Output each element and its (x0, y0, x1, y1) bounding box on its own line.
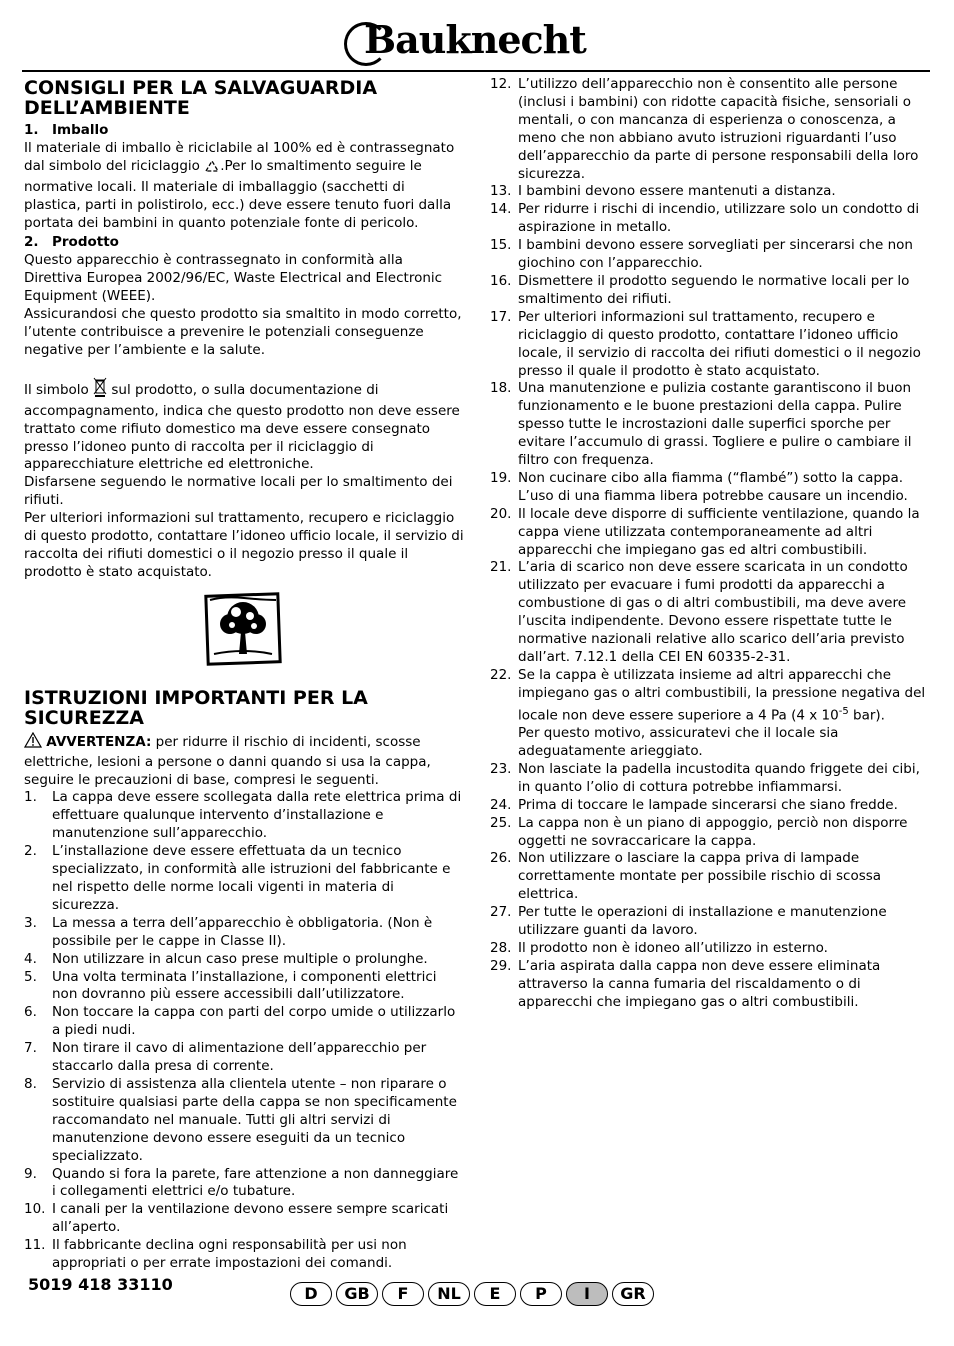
safety-item: 27. Per tutte le operazioni di installazione e manutenzione utilizzare guanti da lavoro. (490, 904, 887, 939)
right-column (490, 76, 930, 1012)
safety-item: 28. Il prodotto non è idoneo all’utilizzo in esterno. (490, 940, 828, 956)
safety-item: 7. Non tirare il cavo di alimentazione dell’apparecchio per staccarlo dalla presa di corrente. (24, 1040, 427, 1075)
safety-item: 25. La cappa non è un piano di appoggio, perciò non disporre oggetti ne sovraccaricare la cappa. (490, 814, 908, 849)
env-section2-p3: Il simbolo sul prodotto, o sulla documentazione di accompagnamento, indica che questo prodotto non deve essere trattato come rifiuto domestico ma deve essere consegnato presso l’idoneo punto di raccolta per il riciclaggio di apparecchiature elettriche ed elettroniche. (24, 377, 464, 475)
safety-item: 22. Se la cappa è utilizzata insieme ad altri apparecchi che impiegano gas o altri combustibili, la pressione negativa del locale non deve essere superiore a 4 Pa (4 x $10^{-5}$ bar). Per questo motivo, assicuratevi che il locale sia adeguatamente arieggiato. (490, 666, 926, 760)
safety-item: 15. I bambini devono essere sorvegliati per sincerarsi che non giochino con l’apparecchio. (490, 237, 913, 272)
safety-heading: ISTRUZIONI IMPORTANTI PER LA SICUREZZA (24, 686, 368, 729)
language-tab-i[interactable]: I (566, 1282, 608, 1306)
crossed-bin-icon (93, 377, 107, 403)
safety-item: 4. Non utilizzare in alcun caso prese multiple o prolunghe. (24, 950, 428, 967)
env-section2-heading: 2. Prodotto (24, 234, 119, 251)
env-section1-text: Il materiale di imballo è riciclabile al 100% ed è contrassegnato dal simbolo del riciclaggio .Per lo smaltimento seguire le normative locali. Il materiale di imballaggio (sacchetti di plastica, parti in polistirolo, ecc.) deve essere tenuto fuori dalla portata dei bambini in quanto potenziale fonte di pericolo. (24, 139, 455, 231)
safety-list-right-2 (490, 761, 930, 1012)
language-tab-d[interactable]: D (290, 1282, 332, 1306)
language-tabs (290, 1282, 654, 1306)
safety-item: 6. Non toccare la cappa con parti del corpo umide o utilizzarlo a piedi nudi. (24, 1004, 456, 1039)
safety-item: 17. Per ulteriori informazioni sul trattamento, recupero e riciclaggio di questo prodotto, contattare l’idoneo ufficio locale, il servizio di raccolta dei rifiuti domestici o il negozio presso il quale il prodotto è stato acquistato. (490, 308, 921, 379)
safety-item: 1. La cappa deve essere scollegata dalla rete elettrica prima di effettuare qualunque intervento d’installazione e manutenzione sull’apparecchio. (24, 789, 462, 842)
brand-logo (344, 14, 586, 68)
brand-name: Bauknecht (364, 17, 586, 62)
safety-item: 21. L’aria di scarico non deve essere scaricata in un condotto utilizzato per evacuare i fumi prodotti da apparecchi a combustione di gas o di altri combustibili, ma deve avere l’uscita indipendente. Devono essere rispettate tutte le normative nazionali relative allo scarico dell’aria previsto dall’art. 7.12.1 della CEI EN 60335-2-31. (490, 559, 908, 665)
part-number: 5019 418 33110 (28, 1275, 173, 1294)
safety-item: 14. Per ridurre i rischi di incendio, utilizzare solo un condotto di aspirazione in metallo. (490, 201, 920, 236)
warning-triangle-icon (24, 732, 42, 754)
safety-list-left (24, 789, 464, 1272)
safety-warning: AVVERTENZA: per ridurre il rischio di incidenti, scosse elettriche, lesioni a persone o danni quando si usa la cappa, seguire le precauzioni di base, compresi le seguenti. (24, 733, 431, 788)
safety-item: 20. Il locale deve disporre di sufficiente ventilazione, quando la cappa viene utilizzata contemporaneamente ad altri apparecchi che impiegano gas ed altri combustibili. (490, 505, 920, 558)
language-tab-p[interactable]: P (520, 1282, 562, 1306)
header-rule (22, 70, 930, 72)
language-tab-f[interactable]: F (382, 1282, 424, 1306)
left-column (24, 76, 464, 1273)
safety-item: 18. Una manutenzione e pulizia costante garantiscono il buon funzionamento e le buone prestazioni della cappa. Pulire spesso tutte le incrostazioni dalle superfici sporche per evitare l’accumulo di grassi. Togliere e pulire o cambiare il filtro con frequenza. (490, 380, 912, 469)
safety-item: 12. L’utilizzo dell’apparecchio non è consentito alle persone (inclusi i bambini) con ridotte capacità fisiche, sensoriali o mentali, o con mancanza di esperienza o conoscenza, a meno che non abbiano avuto istruzioni riguardanti l’uso dell’apparecchio da parte di persone responsabili della loro sicurezza. (490, 76, 919, 182)
env-section2-p1: Questo apparecchio è contrassegnato in conformità alla Direttiva Europea 2002/96/EC, Waste Electrical and Electronic Equipment (WEEE). (24, 252, 443, 305)
safety-item: 29. L’aria aspirata dalla cappa non deve essere eliminata attraverso la canna fumaria del riscaldamento o di apparecchi che impiegano gas o altri combustibili. (490, 957, 881, 1010)
recycle-icon (204, 159, 220, 179)
language-tab-gb[interactable]: GB (336, 1282, 378, 1306)
safety-item: 19. Non cucinare cibo alla fiamma (“flambé”) sotto la cappa. L’uso di una fiamma libera potrebbe causare un incendio. (490, 469, 908, 504)
env-section2-p4: Disfarsene seguendo le normative locali per lo smaltimento dei rifiuti. (24, 474, 453, 509)
safety-item: 24. Prima di toccare le lampade sincerarsi che siano fredde. (490, 796, 898, 813)
safety-item: 5. Una volta terminata l’installazione, i componenti elettrici non dovranno più essere accessibili dall’utilizzatore. (24, 968, 437, 1003)
safety-item: 13. I bambini devono essere mantenuti a distanza. (490, 183, 836, 200)
environment-tree-icon (204, 592, 282, 666)
safety-item: 16. Dismettere il prodotto seguendo le normative locali per lo smaltimento dei rifiuti. (490, 272, 910, 307)
language-tab-gr[interactable]: GR (612, 1282, 654, 1306)
env-section2-p2: Assicurandosi che questo prodotto sia smaltito in modo corretto, l’utente contribuisce a prevenire le potenziali conseguenze negative per l’ambiente e la salute. (24, 306, 462, 358)
language-tab-nl[interactable]: NL (428, 1282, 470, 1306)
env-section1-heading: 1. Imballo (24, 122, 109, 138)
safety-item-22-list (490, 667, 930, 761)
safety-item: 2. L’installazione deve essere effettuata da un tecnico specializzato, in conformità alle istruzioni del fabbricante e nel rispetto delle norme locali vigenti in materia di sicurezza. (24, 843, 451, 913)
safety-item: 9. Quando si fora la parete, fare attenzione a non danneggiare i collegamenti elettrici e/o tubature. (24, 1165, 459, 1200)
safety-item: 3. La messa a terra dell’apparecchio è obbligatoria. (Non è possibile per le cappe in Classe II). (24, 914, 433, 949)
safety-list-right (490, 76, 930, 667)
safety-item: 10. I canali per la ventilazione devono essere sempre scaricati all’aperto. (24, 1201, 449, 1236)
env-heading: CONSIGLI PER LA SALVAGUARDIA DELL’AMBIENTE (24, 77, 378, 119)
safety-item: 8. Servizio di assistenza alla clientela utente – non riparare o sostituire qualsiasi parte della cappa se non specificamente raccomandato nel manuale. Tutti gli altri servizi di manutenzione devono essere eseguiti da un tecnico specializzato. (24, 1075, 457, 1164)
language-tab-e[interactable]: E (474, 1282, 516, 1306)
safety-item: 11. Il fabbricante declina ogni responsabilità per usi non appropriati o per errate impostazioni dei comandi. (24, 1237, 407, 1272)
env-section2-p5: Per ulteriori informazioni sul trattamento, recupero e riciclaggio di questo prodotto, contattare l’idoneo ufficio locale, il servizio di raccolta dei rifiuti domestici o il negozio presso il quale il prodotto è stato acquistato. (24, 510, 464, 580)
safety-item: 26. Non utilizzare o lasciare la cappa priva di lampade correttamente montate per possibile rischio di scossa elettrica. (490, 850, 882, 903)
safety-item: 23. Non lasciate la padella incustodita quando friggete dei cibi, in quanto l’olio di cottura potrebbe infiammarsi. (490, 760, 920, 795)
